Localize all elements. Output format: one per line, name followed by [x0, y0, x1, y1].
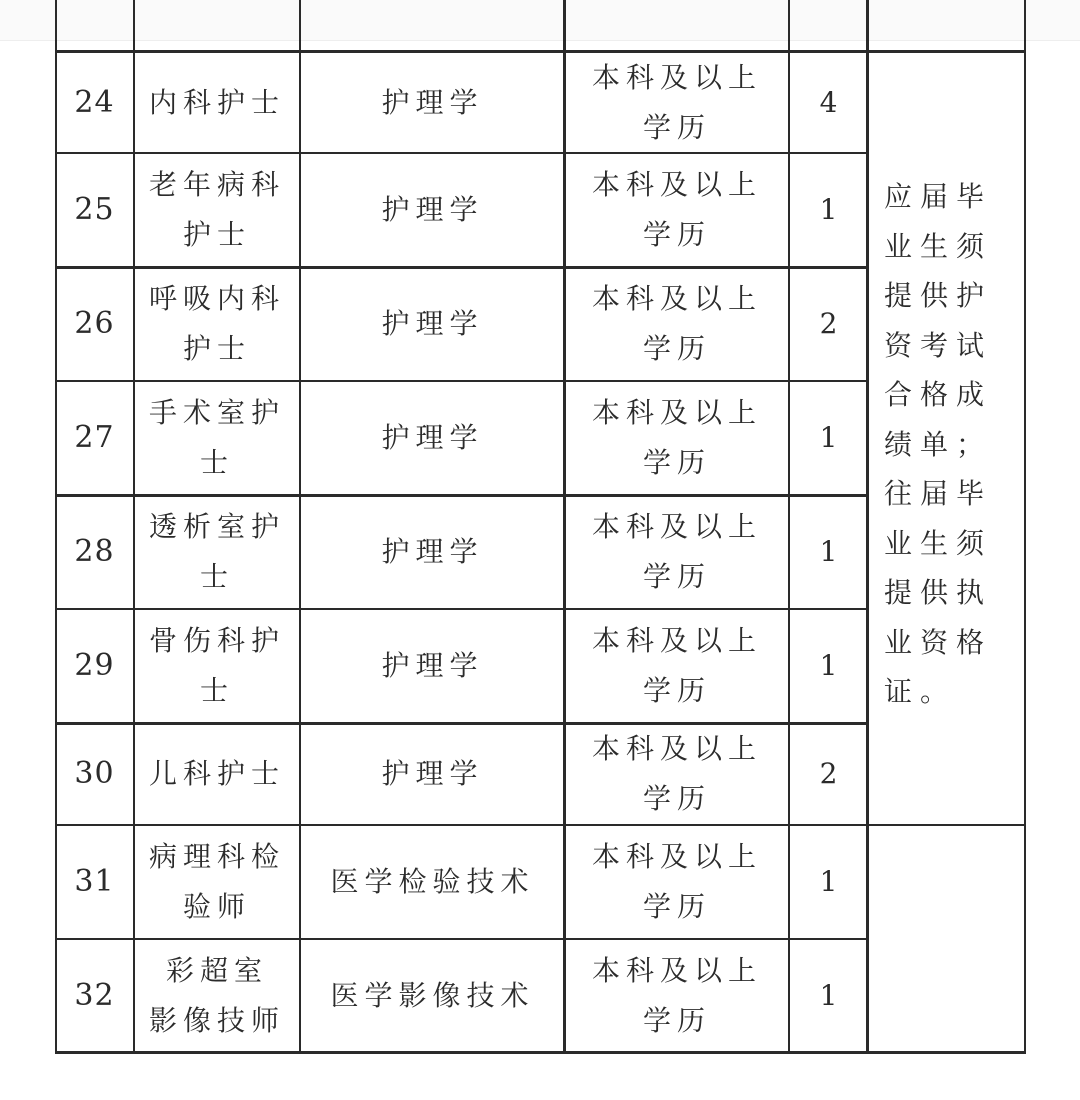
cell-text: 24 [74, 84, 115, 120]
table-row-28-no [55, 495, 134, 609]
cell-text: 本科及以上 学历 [591, 510, 762, 593]
table-row-32-no [55, 939, 134, 1053]
cell-text: 30 [74, 756, 115, 791]
table-row-25-education [565, 153, 789, 267]
grid-line-h6 [55, 722, 868, 725]
cell-text: 27 [74, 420, 115, 455]
cell-text: 医学检验技术 [330, 865, 535, 898]
cell-text: 本科及以上 学历 [591, 60, 762, 144]
table-row-25-no [55, 153, 134, 267]
cell-text: 老年病科 护士 [148, 168, 285, 251]
cell-text: 护理学 [381, 85, 484, 119]
grid-line-h-bottom [55, 1051, 1026, 1054]
cell-text: 病理科检 验师 [148, 840, 285, 923]
table-row-27-education [565, 381, 789, 495]
cell-text: 本科及以上 学历 [591, 168, 762, 251]
cell-text: 29 [74, 648, 115, 683]
table-row-27-no [55, 381, 134, 495]
table-row-28-education [565, 495, 789, 609]
recruitment-table [55, 0, 1026, 1054]
table-row-32-education [565, 939, 789, 1053]
table-row-31-position [134, 825, 300, 939]
cell-text: 透析室护 士 [148, 510, 285, 593]
cell-text: 1 [819, 193, 838, 226]
cell-text: 1 [819, 865, 838, 898]
table-row-26-no [55, 267, 134, 381]
table-row-32-position [134, 939, 300, 1053]
table-row-26-education [565, 267, 789, 381]
cell-text: 彩超室 影像技师 [148, 954, 285, 1037]
cell-text: 护理学 [381, 649, 484, 682]
table-row-29-count [789, 609, 868, 723]
cell-text: 4 [819, 85, 838, 119]
cell-text: 本科及以上 学历 [591, 624, 762, 707]
grid-line-h-top [55, 50, 1026, 53]
remarks-cell [868, 172, 1026, 717]
table-row-29-position [134, 609, 300, 723]
grid-line-v1 [133, 0, 135, 1054]
table-row-26-count [789, 267, 868, 381]
grid-line-h8 [55, 938, 868, 940]
grid-line-v6 [1024, 0, 1026, 1054]
table-row-26-major [300, 267, 565, 381]
cell-text: 2 [819, 307, 838, 340]
cell-text: 本科及以上 学历 [591, 282, 762, 365]
cell-text: 1 [819, 535, 838, 568]
cell-text: 本科及以上 学历 [591, 732, 762, 815]
grid-line-v0 [55, 0, 57, 1054]
table-row-30-count [789, 723, 868, 825]
table-row-30-major [300, 723, 565, 825]
table-row-24-major [300, 52, 565, 153]
cell-text: 护理学 [381, 757, 484, 790]
table-row-24-position [134, 52, 300, 153]
table-row-24-count [789, 52, 868, 153]
table-row-27-position [134, 381, 300, 495]
table-row-28-count [789, 495, 868, 609]
cell-text: 28 [74, 534, 115, 569]
table-row-28-position [134, 495, 300, 609]
table-row-25-count [789, 153, 868, 267]
grid-line-h4 [55, 494, 868, 497]
table-row-24-education [565, 52, 789, 153]
grid-line-v5 [866, 0, 869, 1054]
table-row-29-education [565, 609, 789, 723]
table-row-30-no [55, 723, 134, 825]
cell-text: 1 [819, 421, 838, 454]
cell-text: 本科及以上 学历 [591, 954, 762, 1037]
table-row-31-count [789, 825, 868, 939]
cell-text: 32 [74, 978, 115, 1013]
remarks-text: 应届毕业生须提供护资考试合格成绩单；往届毕业生须提供执业资格证。 [884, 180, 993, 708]
table-row-27-major [300, 381, 565, 495]
table-row-24-no [55, 52, 134, 153]
table-row-30-position [134, 723, 300, 825]
table-row-27-count [789, 381, 868, 495]
grid-line-h7 [55, 824, 1026, 826]
cell-text: 本科及以上 学历 [591, 396, 762, 479]
table-row-25-position [134, 153, 300, 267]
grid-line-v4 [788, 0, 790, 1054]
grid-line-h2 [55, 266, 868, 269]
grid-line-h1 [55, 152, 868, 154]
cell-text: 护理学 [381, 193, 484, 226]
grid-line-h5 [55, 608, 868, 610]
table-row-31-major [300, 825, 565, 939]
cell-text: 2 [819, 757, 838, 790]
table-row-26-position [134, 267, 300, 381]
grid-line-v2 [299, 0, 301, 1054]
cell-text: 1 [819, 979, 838, 1012]
grid-line-v3 [563, 0, 566, 1054]
cell-text: 呼吸内科 护士 [148, 282, 285, 365]
grid-line-h3 [55, 380, 868, 382]
table-row-30-education [565, 723, 789, 825]
cell-text: 本科及以上 学历 [591, 840, 762, 923]
cell-text: 1 [819, 649, 838, 682]
cell-text: 儿科护士 [148, 757, 285, 790]
cell-text: 医学影像技术 [330, 979, 535, 1012]
cell-text: 护理学 [381, 307, 484, 340]
table-row-31-no [55, 825, 134, 939]
table-row-25-major [300, 153, 565, 267]
table-row-29-major [300, 609, 565, 723]
table-row-32-count [789, 939, 868, 1053]
cell-text: 护理学 [381, 421, 484, 454]
cell-text: 骨伤科护 士 [148, 624, 285, 707]
table-row-32-major [300, 939, 565, 1053]
table-row-28-major [300, 495, 565, 609]
cell-text: 26 [74, 306, 115, 341]
table-row-29-no [55, 609, 134, 723]
cell-text: 手术室护 士 [148, 396, 285, 479]
cell-text: 31 [74, 864, 115, 899]
cell-text: 25 [74, 192, 115, 227]
table-row-31-education [565, 825, 789, 939]
cell-text: 内科护士 [148, 85, 285, 119]
cell-text: 护理学 [381, 535, 484, 568]
